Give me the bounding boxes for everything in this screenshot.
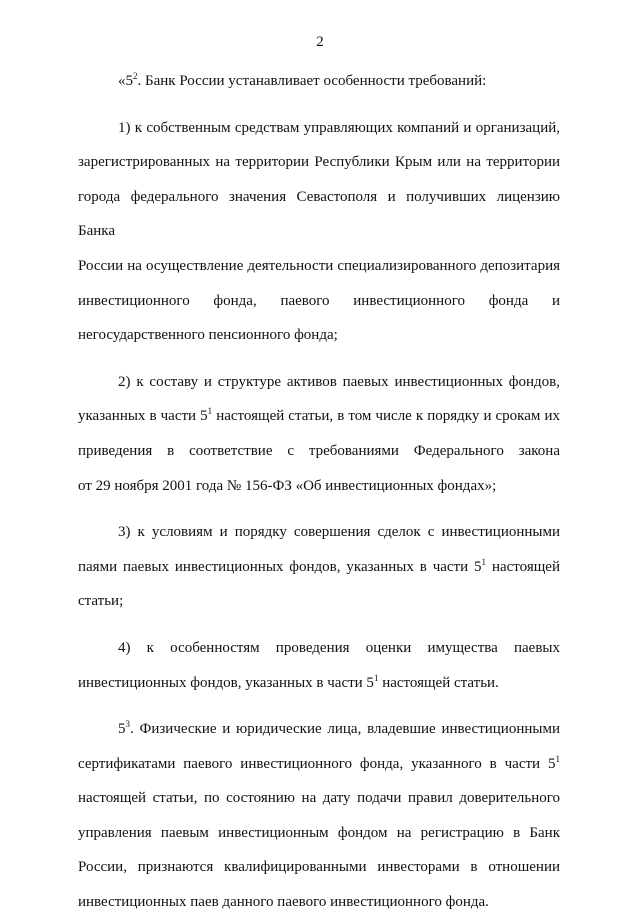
text-line — [78, 584, 560, 619]
paragraph-gap — [78, 99, 560, 111]
paragraph-intro — [78, 64, 560, 99]
paragraph-item4 — [78, 631, 560, 700]
line-text: сертификатами паевого инвестиционного фонда, указанного в части 5 — [78, 755, 556, 772]
line-text: инвестиционного фонда, паевого инвестиционного фонда и — [78, 292, 560, 309]
text-line — [78, 318, 560, 353]
text-line — [78, 781, 560, 816]
text-line — [78, 550, 560, 585]
text-line — [78, 885, 560, 920]
text-line — [78, 712, 560, 747]
line-text: 2) к составу и структуре активов паевых инвестиционных фондов, — [118, 373, 560, 390]
line-text: указанных в части 5 — [78, 408, 208, 425]
text-line — [78, 64, 560, 99]
text-line — [78, 249, 560, 284]
paragraph-gap — [78, 353, 560, 365]
line-text: настоящей — [486, 558, 560, 575]
superscript: 3 — [125, 719, 130, 730]
line-text: инвестиционных паев данного паевого инвестиционного фонда. — [78, 894, 489, 911]
text-line — [78, 145, 560, 180]
line-text: России на осуществление деятельности специализированного депозитария — [78, 257, 560, 274]
line-text: паями паевых инвестиционных фондов, указанных в части 5 — [78, 558, 482, 575]
text-line — [78, 816, 560, 851]
superscript: 1 — [207, 406, 213, 417]
superscript: 2 — [133, 71, 138, 81]
paragraph-part53 — [78, 712, 560, 920]
superscript: 1 — [481, 556, 487, 567]
line-text: 5 — [118, 721, 126, 738]
line-text: . Банк России устанавливает особенности требований: — [137, 73, 487, 89]
document-body — [78, 64, 560, 920]
line-text: 3) к условиям и порядку совершения сделок с инвестиционными — [118, 524, 560, 541]
superscript: 1 — [373, 672, 379, 683]
line-text: статьи; — [78, 593, 124, 610]
line-text: города федерального значения Севастополя и получивших лицензию Банка — [78, 188, 560, 240]
paragraph-item2 — [78, 365, 560, 503]
line-text: приведения в соответствие с требованиями Федерального закона — [78, 442, 560, 459]
page-number: 2 — [316, 34, 324, 50]
line-text: управления паевым инвестиционным фондом на регистрацию в Банк — [78, 824, 560, 841]
text-line — [78, 284, 560, 319]
line-text: негосударственного пенсионного фонда; — [78, 327, 338, 344]
line-text: инвестиционных фондов, указанных в части 5 — [78, 674, 374, 691]
line-text: зарегистрированных на территории Республики Крым или на территории — [78, 154, 560, 171]
line-text: настоящей статьи, по состоянию на дату подачи правил доверительного — [78, 790, 560, 807]
line-text: настоящей статьи, в том числе к порядку и срокам их — [212, 408, 560, 425]
line-text: от 29 ноября 2001 года № 156-ФЗ «Об инвестиционных фондах»; — [78, 477, 497, 494]
text-line — [78, 850, 560, 885]
text-line — [78, 399, 560, 434]
text-line — [78, 180, 560, 249]
superscript: 1 — [555, 753, 560, 764]
line-text: 1) к собственным средствам управляющих компаний и организаций, — [118, 119, 560, 136]
line-text: . Физические и юридические лица, владевшие инвестиционными — [130, 721, 560, 738]
text-line — [78, 434, 560, 469]
text-line — [78, 747, 560, 782]
line-text: России, признаются квалифицированными инвесторами в отношении — [78, 859, 560, 876]
paragraph-gap — [78, 503, 560, 515]
text-line — [78, 631, 560, 666]
line-text: «5 — [118, 73, 133, 89]
text-line — [78, 365, 560, 400]
text-line — [78, 515, 560, 550]
paragraph-item1 — [78, 111, 560, 353]
text-line — [78, 469, 560, 504]
paragraph-gap — [78, 700, 560, 712]
line-text: настоящей статьи. — [378, 674, 499, 691]
paragraph-item3 — [78, 515, 560, 619]
line-text: 4) к особенностям проведения оценки имущества паевых — [118, 639, 560, 656]
paragraph-gap — [78, 619, 560, 631]
text-line — [78, 666, 560, 701]
text-line — [78, 111, 560, 146]
